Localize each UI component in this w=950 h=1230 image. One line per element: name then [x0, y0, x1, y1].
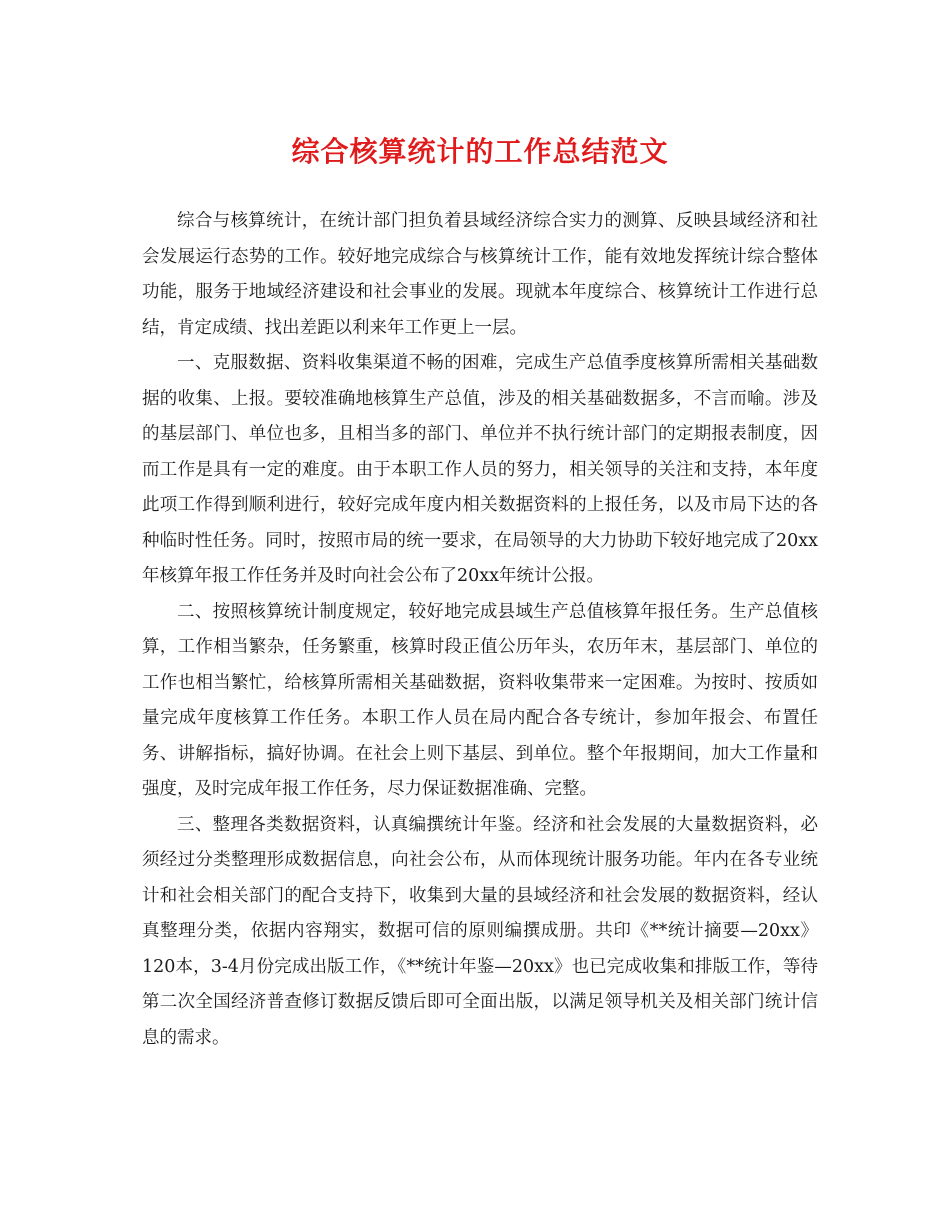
document-title: 综合核算统计的工作总结范文 [291, 135, 669, 168]
section-three-paragraph: 三、整理各类数据资料，认真编撰统计年鉴。经济和社会发展的大量数据资料，必须经过分类整理形成数据信息，向社会公布，从而体现统计服务功能。年内在各专业统计和社会相关部门的配合支持下，收集到大量的县域经济和社会发展的数据资料，经认真整理分类，依据内容翔实，数据可信的原则编撰成册。共印《**统计摘要—20xx》120本，3-4月份完成出版工作，《**统计年鉴—20xx》也已完成收集和排版工作，等待第二次全国经济普查修订数据反馈后即可全面出版，以满足领导机关及相关部门统计信息的需求。 [142, 814, 818, 1048]
section-two-paragraph: 二、按照核算统计制度规定，较好地完成县域生产总值核算年报任务。生产总值核算，工作相当繁杂，任务繁重，核算时段正值公历年头，农历年末，基层部门、单位的工作也相当繁忙，给核算所需相关基础数据，资料收集带来一定困难。为按时、按质如量完成年度核算工作任务。本职工作人员在局内配合各专统计，参加年报会、布置任务、讲解指标，搞好协调。在社会上则下基层、到单位。整个年报期间，加大工作量和强度，及时完成年报工作任务，尽力保证数据准确、完整。 [142, 601, 818, 799]
section-one-paragraph: 一、克服数据、资料收集渠道不畅的困难，完成生产总值季度核算所需相关基础数据的收集、上报。要较准确地核算生产总值，涉及的相关基础数据多，不言而喻。涉及的基层部门、单位也多，且相当多的部门、单位并不执行统计部门的定期报表制度，因而工作是具有一定的难度。由于本职工作人员的努力，相关领导的关注和支持，本年度此项工作得到顺利进行，较好完成年度内相关数据资料的上报任务，以及市局下达的各种临时性任务。同时，按照市局的统一要求，在局领导的大力协助下较好地完成了20xx年核算年报工作任务并及时向社会公布了20xx年统计公报。 [142, 353, 818, 586]
intro-paragraph: 综合与核算统计，在统计部门担负着县域经济综合实力的测算、反映县域经济和社会发展运行态势的工作。较好地完成综合与核算统计工作，能有效地发挥统计综合整体功能，服务于地域经济建设和社会事业的发展。现就本年度综合、核算统计工作进行总结，肯定成绩、找出差距以利来年工作更上一层。 [142, 211, 818, 338]
